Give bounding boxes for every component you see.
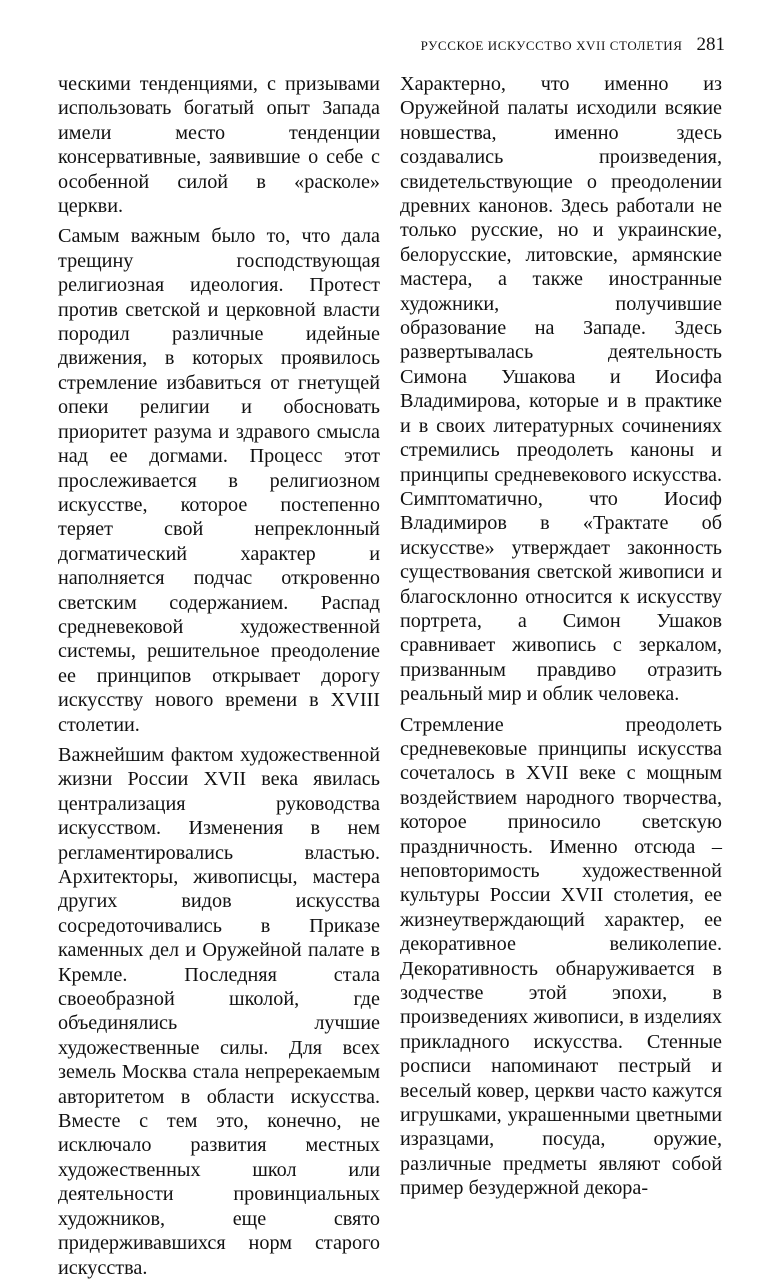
- running-title: РУССКОЕ ИСКУССТВО XVII СТОЛЕТИЯ: [420, 38, 683, 53]
- paragraph: Самым важным было то, что дала трещину господствующая религиозная идеология. Протест против светской и церковной власти породил различные идейные движения, в которых проявилось стремление избавиться от гнетущей опеки религии и обосновать приоритет разума и здравого смысла над ее догмами. Процесс этот прослеживается в религиозном искусстве, которое постепенно теряет свой непреклонный догматический характер и наполняется подчас откровенно светским содержанием. Распад средневековой художественной системы, решительное преодоление ее принципов открывает дорогу искусству нового времени в XVIII столетии.: [58, 225, 380, 736]
- paragraph: ческими тенденциями, с призывами использовать богатый опыт Запада имели место тенденции консервативные, заявившие о себе с особенной силой в «расколе» церкви.: [58, 73, 380, 218]
- page-number: 281: [696, 34, 725, 55]
- paragraph: Важнейшим фактом художественной жизни России XVII века явилась централизация руководства искусством. Изменения в нем регламентировались властью. Архитекторы, живописцы, мастера других видов искусства сосредоточивались в Приказе каменных дел и Оружейной палате в Кремле. Последняя стала своеобразной школой, где объединялись лучшие художественные силы. Для всех земель Москва стала непререкаемым авторитетом в области искусства. Вместе с тем это, конечно, не исключало развития местных художественных школ или деятельности провинциальных художников, еще свято придерживавшихся норм старого искусства.: [58, 743, 380, 1279]
- paragraph: Стремление преодолеть средневековые принципы искусства сочеталось в XVII веке с мощным воздействием народного творчества, которое приносило светскую праздничность. Именно отсюда – неповторимость художественной культуры России XVII столетия, ее жизнеутверждающий характер, ее декоративное великолепие. Декоративность обнаруживается в зодчестве этой эпохи, в произведениях живописи, в изделиях прикладного искусства. Стенные росписи напоминают пестрый и веселый ковер, церкви часто кажутся игрушками, украшенными цветными изразцами, посуда, оружие, различные предметы являют собой пример безудержной декора-: [400, 713, 722, 1200]
- paragraph: Характерно, что именно из Оружейной палаты исходили всякие новшества, именно здесь создавались произведения, свидетельствующие о преодолении древних канонов. Здесь работали не только русские, но и украинские, белорусские, литовские, армянские мастера, а также иностранные художники, получившие образование на Западе. Здесь развертывалась деятельность Симона Ушакова и Иосифа Владимирова, которые и в практике и в своих литературных сочинениях стремились преодолеть каноны и принципы средневекового искусства. Симптоматично, что Иосиф Владимиров в «Трактате об искусстве» утверждает законность существования светской живописи и благосклонно относится к искусству портрета, а Симон Ушаков сравнивает живопись с зеркалом, призванным правдиво отразить реальный мир и облик человека.: [400, 73, 722, 706]
- left-column: [58, 72, 380, 1280]
- running-head: [421, 34, 725, 56]
- right-column: [400, 72, 722, 1201]
